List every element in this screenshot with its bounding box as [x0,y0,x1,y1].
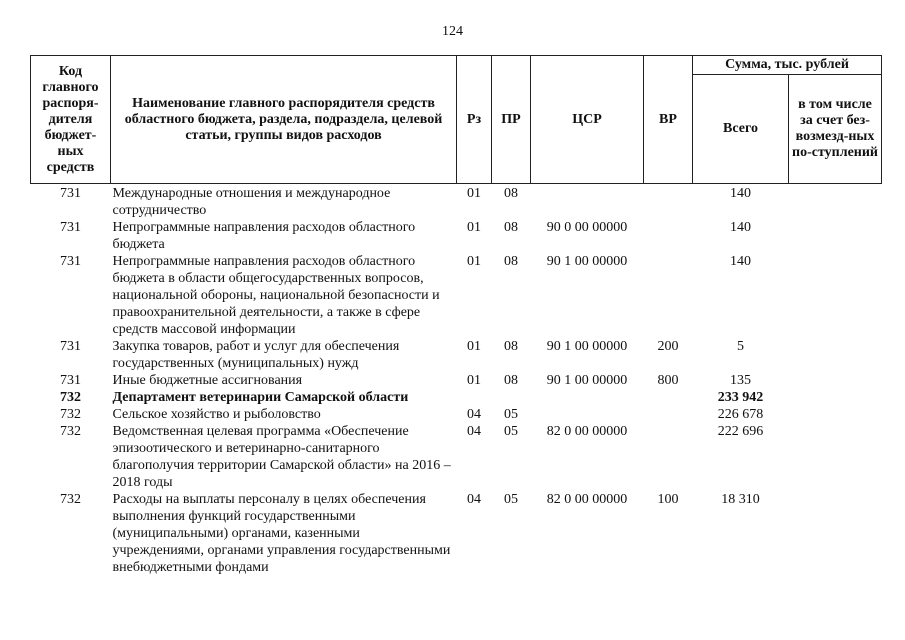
table-row [31,253,882,338]
cell-csr [531,406,644,423]
header-code: Код главного распоря-дителя бюджет-ных средств [31,56,111,184]
header-total: Всего [693,75,789,184]
cell-pr [492,389,531,406]
header-pr: ПР [492,56,531,184]
cell-rz: 04 [467,492,481,507]
table-row [31,184,882,220]
cell-code: 732 [60,390,81,405]
table-row [31,338,882,372]
cell-total: 5 [737,339,744,354]
cell-name: Ведомственная целевая программа «Обеспечение эпизоотического и ветеринарно-санитарного благополучия территории Самарской области» на 2016 – 2018 годы [112,424,451,490]
cell-name: Сельское хозяйство и рыболовство [112,407,321,422]
cell-vr [644,423,693,491]
cell-name: Закупка товаров, работ и услуг для обеспечения государственных (муниципальных) нужд [112,339,400,371]
cell-name: Департамент ветеринарии Самарской области [112,390,409,405]
cell-rz: 01 [467,220,481,235]
cell-incl [789,406,882,423]
cell-name: Непрограммные направления расходов областного бюджета [112,220,416,252]
cell-pr: 08 [504,186,518,201]
cell-total: 140 [730,220,751,235]
cell-vr [644,406,693,423]
cell-csr: 90 1 00 00000 [546,373,628,388]
cell-code: 731 [60,254,81,269]
cell-csr: 90 1 00 00000 [546,254,628,269]
cell-vr [644,184,693,220]
cell-vr [644,389,693,406]
cell-incl [789,338,882,372]
cell-csr: 90 0 00 00000 [546,220,628,235]
cell-vr [644,253,693,338]
cell-csr: 90 1 00 00000 [546,339,628,354]
cell-rz: 04 [467,407,481,422]
cell-rz [457,389,492,406]
header-rz: Рз [457,56,492,184]
cell-pr: 08 [504,220,518,235]
cell-total: 140 [730,186,751,201]
cell-rz: 04 [467,424,481,439]
cell-pr: 08 [504,373,518,388]
cell-pr: 05 [504,424,518,439]
cell-csr: 82 0 00 00000 [546,492,628,507]
cell-name: Иные бюджетные ассигнования [112,373,303,388]
cell-pr: 08 [504,339,518,354]
header-incl: в том числе за счет без-возмезд-ных по-ступлений [789,75,882,184]
cell-code: 731 [60,220,81,235]
cell-pr: 05 [504,407,518,422]
table-header [31,56,882,184]
table-row [31,219,882,253]
table-row [31,423,882,491]
cell-total: 135 [730,373,751,388]
table-body [31,184,882,577]
cell-code: 732 [60,407,81,422]
cell-csr: 82 0 00 00000 [546,424,628,439]
table-row [31,406,882,423]
table-row [31,389,882,406]
cell-code: 731 [60,339,81,354]
budget-table [30,55,882,576]
cell-rz: 01 [467,186,481,201]
cell-code: 731 [60,186,81,201]
cell-name: Расходы на выплаты персоналу в целях обеспечения выполнения функций государственными (муниципальными) органами, казенными учреждениями, органами управления государственными внебюджетными фондами [112,492,451,575]
cell-name: Международные отношения и международное сотрудничество [112,186,391,218]
cell-name: Непрограммные направления расходов областного бюджета в области общегосударственных вопросов, национальной обороны, национальной безопасности и правоохранительной деятельности, а также в сфере средств массовой информации [112,254,440,337]
cell-vr [644,219,693,253]
cell-code: 732 [60,492,81,507]
cell-rz: 01 [467,254,481,269]
cell-incl [789,372,882,389]
cell-incl [789,423,882,491]
page-number: 124 [442,24,463,39]
cell-csr [531,389,644,406]
cell-pr: 08 [504,254,518,269]
cell-vr: 200 [657,339,679,354]
cell-code: 732 [60,424,81,439]
header-vr: ВР [644,56,693,184]
cell-total: 18 310 [721,492,760,507]
cell-incl [789,491,882,576]
cell-incl [789,253,882,338]
header-csr: ЦСР [531,56,644,184]
cell-total: 226 678 [717,407,764,422]
cell-rz: 01 [467,339,481,354]
cell-code: 731 [60,373,81,388]
cell-total: 233 942 [717,390,764,405]
table-row [31,372,882,389]
cell-pr: 05 [504,492,518,507]
header-name: Наименование главного распорядителя средств областного бюджета, раздела, подраздела, целевой статьи, группы видов расходов [111,56,457,184]
cell-incl [789,184,882,220]
cell-total: 140 [730,254,751,269]
table-row [31,491,882,576]
cell-total: 222 696 [717,424,764,439]
cell-rz: 01 [467,373,481,388]
cell-vr: 100 [657,492,679,507]
cell-incl [789,219,882,253]
cell-vr: 800 [657,373,679,388]
header-sum: Сумма, тыс. рублей [693,56,882,75]
cell-csr [531,184,644,220]
cell-incl [789,389,882,406]
